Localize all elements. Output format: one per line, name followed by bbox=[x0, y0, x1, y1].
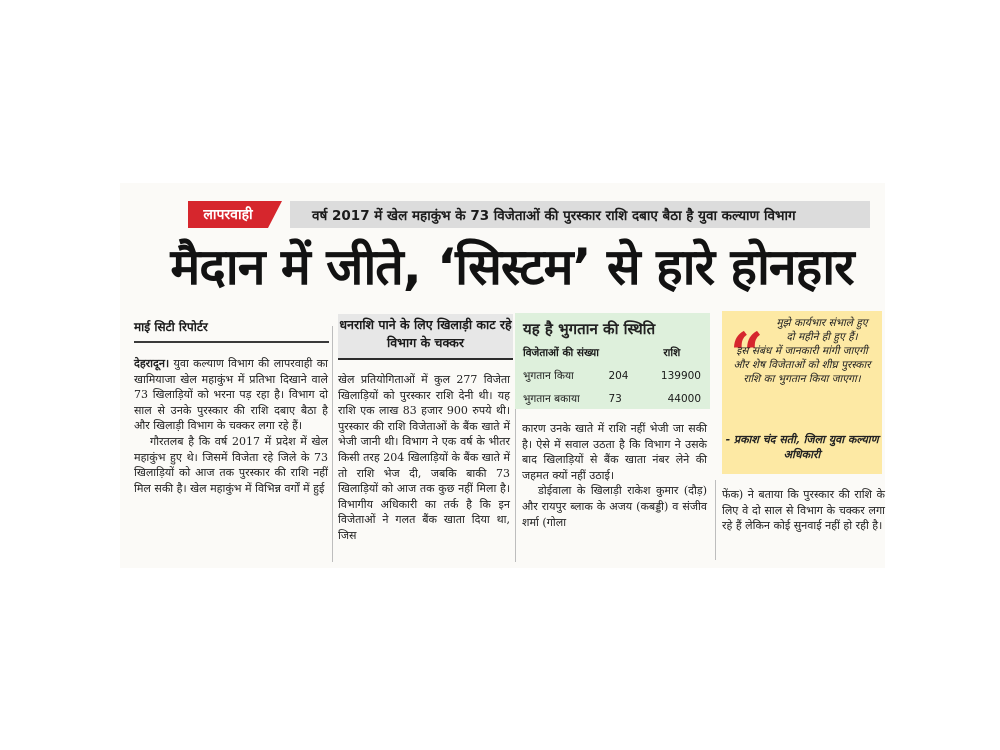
paragraph: गौरतलब है कि वर्ष 2017 में प्रदेश में खेल महाकुंभ हुए थे। जिसमें विजेता रहे जिले के 73 खिलाड़ियों को आज तक पुरस्कार की राशि नहीं मिल सकी है। खेल महाकुंभ में विभिन्न वर्गों में हुई bbox=[134, 434, 328, 495]
quote-body: इस संबंध में जानकारी मांगी जाएगी और शेष विजेताओं को शीघ्र पुरस्कार राशि का भुगतान किया जाएगा। bbox=[733, 345, 871, 385]
quote-mark-icon: “ bbox=[730, 320, 764, 388]
table-cell: भुगतान बकाया bbox=[523, 393, 580, 405]
quote-lead: मुझे कार्यभार संभाले हुए दो महीने ही हुए हैं। bbox=[776, 317, 868, 343]
article-column-3 bbox=[522, 421, 707, 530]
column-divider bbox=[332, 326, 333, 562]
quote-box bbox=[722, 311, 882, 474]
table-row bbox=[523, 389, 705, 412]
table-cell: 139900 bbox=[660, 370, 701, 382]
table-row bbox=[523, 366, 705, 389]
headline: मैदान में जीते, ‘सिस्टम’ से हारे होनहार bbox=[170, 238, 854, 296]
article-column-4 bbox=[722, 487, 885, 534]
table-cell: भुगतान किया bbox=[523, 370, 574, 382]
quote-attribution: - प्रकाश चंद सती, जिला युवा कल्याण अधिकारी bbox=[725, 433, 879, 461]
table-cell: 73 bbox=[608, 393, 622, 405]
quote-text bbox=[722, 316, 882, 386]
article-column-1 bbox=[134, 356, 328, 496]
article-column-2 bbox=[338, 372, 510, 544]
table-cell: 44000 bbox=[667, 393, 701, 405]
table-header: विजेताओं की संख्या bbox=[523, 347, 599, 359]
byline: माई सिटी रिपोर्टर bbox=[134, 318, 329, 343]
kicker-headline: धनराशि पाने के लिए खिलाड़ी काट रहे विभाग के चक्कर bbox=[338, 314, 513, 360]
paragraph: फेंक) ने बताया कि पुरस्कार की राशि के लिए वे दो साल से विभाग के चक्कर लगा रहे हैं लेकिन कोई सुनवाई नहीं हो रही है। bbox=[722, 488, 885, 533]
paragraph: युवा कल्याण विभाग की लापरवाही का खामियाजा खेल महाकुंभ में प्रतिभा दिखाने वाले 73 खिलाड़ियों को भरना पड़ रहा है। विभाग दो साल से उनके पुरस्कार की राशि दबाए बैठा है और खिलाड़ी विभाग के चक्कर लगा रहे हैं। bbox=[134, 357, 329, 433]
category-tag-slant bbox=[268, 201, 282, 228]
subheadline: वर्ष 2017 में खेल महाकुंभ के 73 विजेताओं की पुरस्कार राशि दबाए बैठा है युवा कल्याण विभाग bbox=[290, 201, 870, 228]
payment-status-table bbox=[523, 345, 705, 412]
table-cell: 204 bbox=[608, 370, 629, 382]
paragraph: कारण उनके खाते में राशि नहीं भेजी जा सकी है। ऐसे में सवाल उठता है कि विभाग ने उसके बाद खिलाड़ियों से बैंक खाता नंबर लेने की जहमत क्यों नहीं उठाई। bbox=[522, 422, 707, 482]
paragraph: खेल प्रतियोगिताओं में कुल 277 विजेता खिलाड़ियों को पुरस्कार राशि देनी थी। यह राशि एक लाख 83 हजार 900 रुपये थी। पुरस्कार की राशि विजेताओं के बैंक खाते में भेजी जानी थी। विभाग ने एक वर्ष के भीतर किसी तरह 204 खिलाड़ियों के बैंक खाते में तो राशि भेज दी, जबकि बाकी 73 खिलाड़ियों को आज तक कुछ नहीं मिला है। विभागीय अधिकारी का तर्क है कि इन विजेताओं ने गलत बैंक खाता दिया था, जिस bbox=[338, 373, 510, 542]
table-header: राशि bbox=[663, 347, 681, 359]
table-header-row bbox=[523, 345, 705, 366]
column-divider bbox=[715, 480, 716, 560]
paragraph: डोईवाला के खिलाड़ी राकेश कुमार (दौड़) और रायपुर ब्लाक के अजय (कबड्डी) व संजीव शर्मा (गोला bbox=[522, 484, 707, 529]
stat-box-title: यह है भुगतान की स्थिति bbox=[523, 320, 656, 338]
dateline: देहरादून। bbox=[134, 357, 170, 370]
payment-status-box bbox=[515, 313, 710, 409]
category-tag: लापरवाही bbox=[188, 201, 268, 228]
